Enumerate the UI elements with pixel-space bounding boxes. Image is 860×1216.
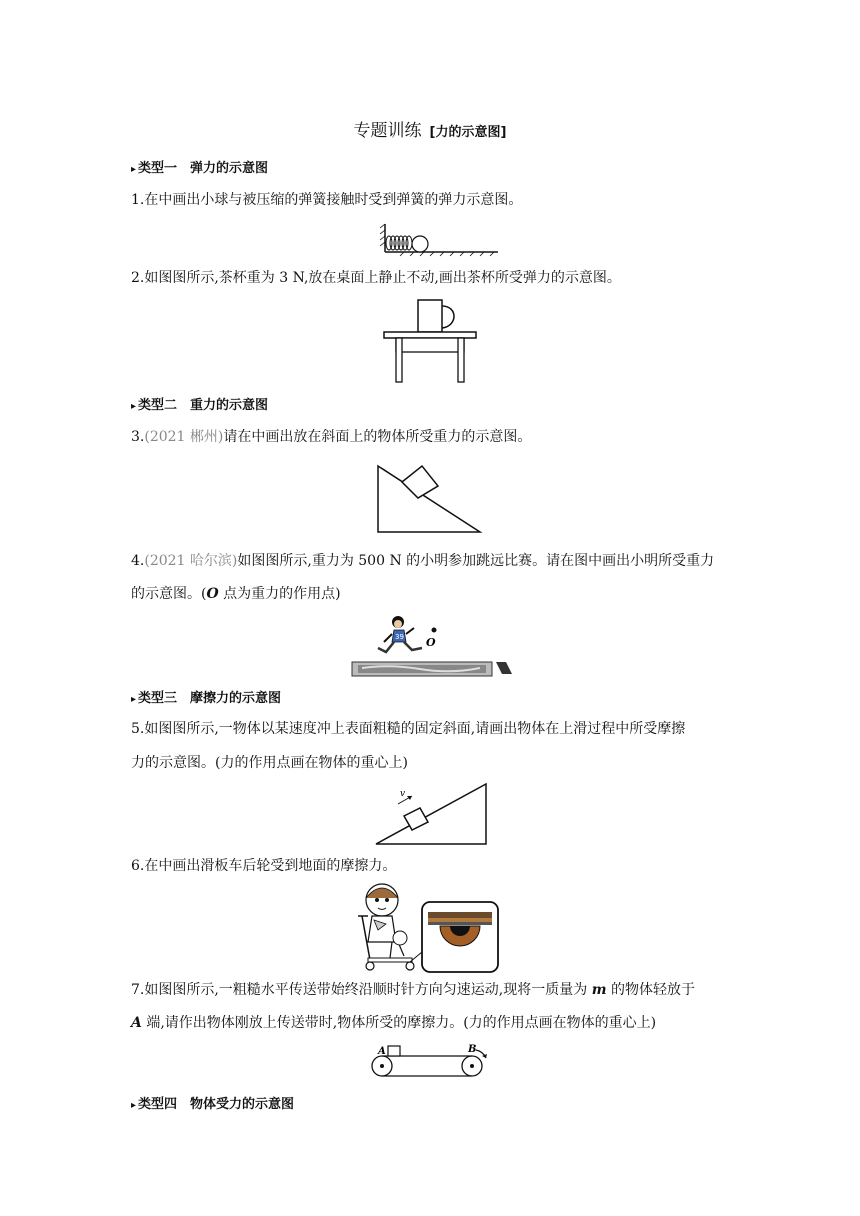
spring-ball-figure: [380, 222, 500, 256]
page-title: [0, 116, 860, 141]
section-marker: ▸: [131, 1100, 137, 1111]
question-text: 6.在中画出滑板车后轮受到地面的摩擦力。: [131, 858, 397, 874]
section-heading-3: [131, 687, 281, 706]
question-text: 如图图所示,重力为 500 N 的小明参加跳远比赛。请在图中画出小明所受重力: [237, 553, 715, 569]
question-5-line-1: [131, 713, 685, 745]
question-number: 4.: [131, 553, 145, 569]
section-heading-1: [131, 157, 268, 176]
question-3: [131, 421, 531, 453]
section-title: 类型一 弹力的示意图: [138, 161, 269, 176]
title-sub: [力的示意图]: [429, 125, 507, 140]
scooter-figure: [356, 880, 504, 974]
slide-up-incline-figure: [374, 782, 490, 846]
question-text: 2.如图图所示,茶杯重为 3 N,放在桌面上静止不动,画出茶杯所受弹力的示意图。: [131, 270, 621, 286]
question-text: 力的示意图。(力的作用点画在物体的重心上): [131, 755, 408, 771]
cup-table-figure: [382, 296, 478, 384]
question-7-line-2: [131, 1007, 656, 1039]
mass-symbol: m: [591, 982, 607, 998]
question-text: 1.在中画出小球与被压缩的弹簧接触时受到弹簧的弹力示意图。: [131, 192, 523, 208]
question-1: [131, 184, 522, 216]
section-title: 类型二 重力的示意图: [138, 398, 269, 413]
question-text: 端,请作出物体刚放上传送带时,物体所受的摩擦力。(力的作用点画在物体的重心上): [141, 1015, 657, 1031]
section-marker: ▸: [131, 694, 137, 705]
section-marker: ▸: [131, 401, 137, 412]
question-text: 请在中画出放在斜面上的物体所受重力的示意图。: [223, 429, 532, 445]
question-source: (2021 哈尔滨): [144, 553, 238, 569]
question-source: (2021 郴州): [144, 429, 224, 445]
velocity-label: v: [400, 789, 406, 799]
question-6: [131, 850, 396, 882]
long-jump-figure: [350, 612, 516, 680]
belt-end-a-label: A: [378, 1046, 386, 1057]
title-main: 专题训练: [353, 121, 422, 141]
point-o-label: O: [206, 586, 219, 602]
section-heading-4: [131, 1093, 294, 1112]
question-2: [131, 262, 621, 294]
question-text: 5.如图图所示,一物体以某速度冲上表面粗糙的固定斜面,请画出物体在上滑过程中所受摩擦: [131, 721, 686, 737]
section-title: 类型三 摩擦力的示意图: [138, 691, 282, 706]
question-4-line-2: [131, 578, 341, 610]
section-marker: ▸: [131, 164, 137, 175]
conveyor-belt-figure: [368, 1040, 494, 1082]
question-7-line-1: [131, 974, 695, 1006]
figure-label-o: O: [426, 636, 436, 649]
incline-block-figure: [376, 460, 484, 534]
question-text: 的示意图。(: [131, 586, 207, 602]
question-4-line-1: [131, 545, 714, 577]
question-number: 3.: [131, 429, 145, 445]
section-title: 类型四 物体受力的示意图: [138, 1097, 295, 1112]
question-text: 的物体轻放于: [606, 982, 695, 998]
svg-text:39: 39: [395, 633, 404, 641]
belt-end-b-label: B: [468, 1044, 477, 1055]
point-a-label: A: [131, 1015, 142, 1031]
question-5-line-2: [131, 747, 408, 779]
question-text: 7.如图图所示,一粗糙水平传送带始终沿顺时针方向匀速运动,现将一质量为: [131, 982, 592, 998]
question-text: 点为重力的作用点): [218, 586, 341, 602]
section-heading-2: [131, 394, 268, 413]
